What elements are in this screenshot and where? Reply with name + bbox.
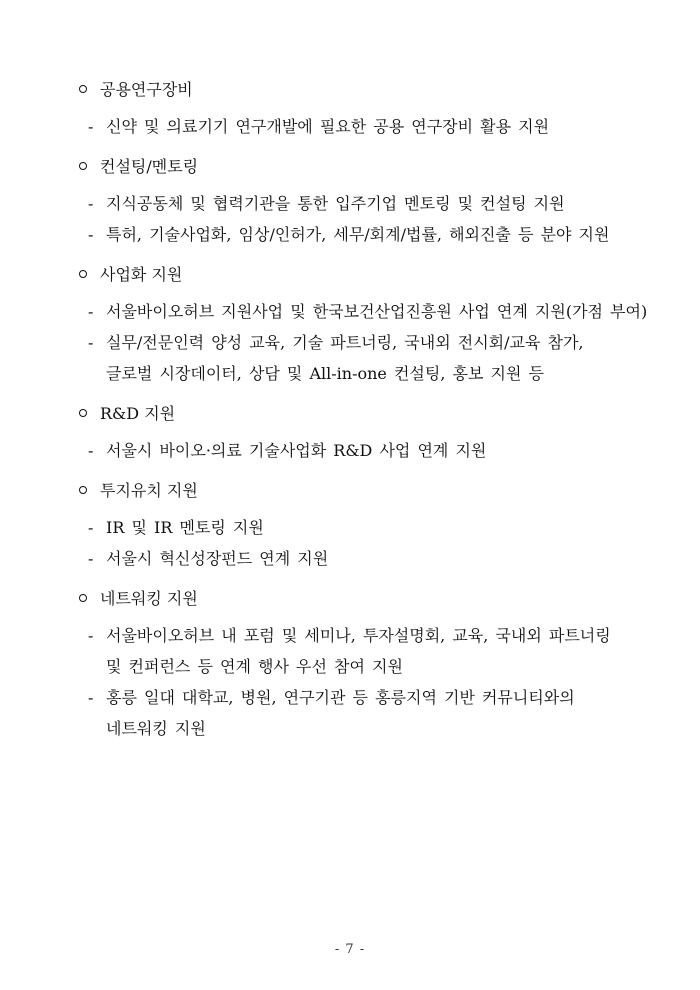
dash-bullet: - xyxy=(88,626,94,645)
circle-bullet-icon xyxy=(79,270,87,278)
list-item-text: IR 및 IR 멘토링 지원 xyxy=(106,518,264,537)
list-item-text: 네트워킹 지원 xyxy=(106,719,206,738)
dash-bullet: - xyxy=(88,518,94,537)
list-item xyxy=(0,188,646,219)
list-item xyxy=(0,543,646,574)
section xyxy=(0,153,700,250)
list-item-text: 서울시 혁신성장펀드 연계 지원 xyxy=(106,549,329,568)
list-item xyxy=(0,111,646,142)
section-heading xyxy=(0,153,700,181)
list-item-text: 글로벌 시장데이터, 상담 및 All-in-one 컨설팅, 홍보 지원 등 xyxy=(106,364,544,383)
section xyxy=(0,261,700,389)
circle-bullet-icon xyxy=(79,486,87,494)
section-heading xyxy=(0,261,700,289)
circle-bullet-icon xyxy=(79,594,87,602)
dash-bullet: - xyxy=(88,225,94,244)
section-heading-text: 투지유치 지원 xyxy=(100,481,198,500)
section-heading-text: 네트워킹 지원 xyxy=(100,589,198,608)
list-item xyxy=(0,620,646,682)
list-item-text: 신약 및 의료기기 연구개발에 필요한 공용 연구장비 활용 지원 xyxy=(106,117,550,136)
dash-bullet: - xyxy=(88,333,94,352)
list-item-text: 특허, 기술사업화, 임상/인허가, 세무/회계/법률, 해외진출 등 분야 지원 xyxy=(106,225,610,244)
section-heading xyxy=(0,400,700,428)
list-item xyxy=(0,435,646,466)
list-item xyxy=(0,219,646,250)
list-item xyxy=(0,512,646,543)
page-number: - 7 - xyxy=(334,942,366,957)
dash-bullet: - xyxy=(88,688,94,707)
list-item-text: 서울바이오허브 내 포럼 및 세미나, 투자설명회, 교육, 국내외 파트너링 xyxy=(106,626,611,645)
dash-bullet: - xyxy=(88,549,94,568)
section-heading-text: 공용연구장비 xyxy=(100,80,193,99)
dash-bullet: - xyxy=(88,117,94,136)
list-item-text: 홍릉 일대 대학교, 병원, 연구기관 등 홍릉지역 기반 커뮤니티와의 xyxy=(106,688,575,707)
list-item-text: 서울시 바이오·의료 기술사업화 R&D 사업 연계 지원 xyxy=(106,441,487,460)
list-item-text: 서울바이오허브 지원사업 및 한국보건산업진흥원 사업 연계 지원(가점 부여) xyxy=(106,302,648,321)
section-heading-text: 사업화 지원 xyxy=(100,265,183,284)
section-heading xyxy=(0,76,700,104)
dash-bullet: - xyxy=(88,302,94,321)
list-item xyxy=(0,327,646,389)
section-heading-text: 컨설팅/멘토링 xyxy=(100,157,199,176)
section xyxy=(0,400,700,466)
circle-bullet-icon xyxy=(79,409,87,417)
section-heading xyxy=(0,477,700,505)
section-heading-text: R&D 지원 xyxy=(100,404,176,423)
circle-bullet-icon xyxy=(79,85,87,93)
dash-bullet: - xyxy=(88,441,94,460)
section xyxy=(0,477,700,574)
list-item xyxy=(0,682,646,744)
content-body xyxy=(0,76,700,755)
section-heading xyxy=(0,585,700,613)
circle-bullet-icon xyxy=(79,162,87,170)
list-item-text: 실무/전문인력 양성 교육, 기술 파트너링, 국내외 전시회/교육 참가, xyxy=(106,333,584,352)
section xyxy=(0,585,700,744)
section xyxy=(0,76,700,142)
list-item xyxy=(0,296,646,327)
list-item-text: 및 컨퍼런스 등 연계 행사 우선 참여 지원 xyxy=(106,657,403,676)
list-item-text: 지식공동체 및 협력기관을 통한 입주기업 멘토링 및 컨설팅 지원 xyxy=(106,194,565,213)
dash-bullet: - xyxy=(88,194,94,213)
